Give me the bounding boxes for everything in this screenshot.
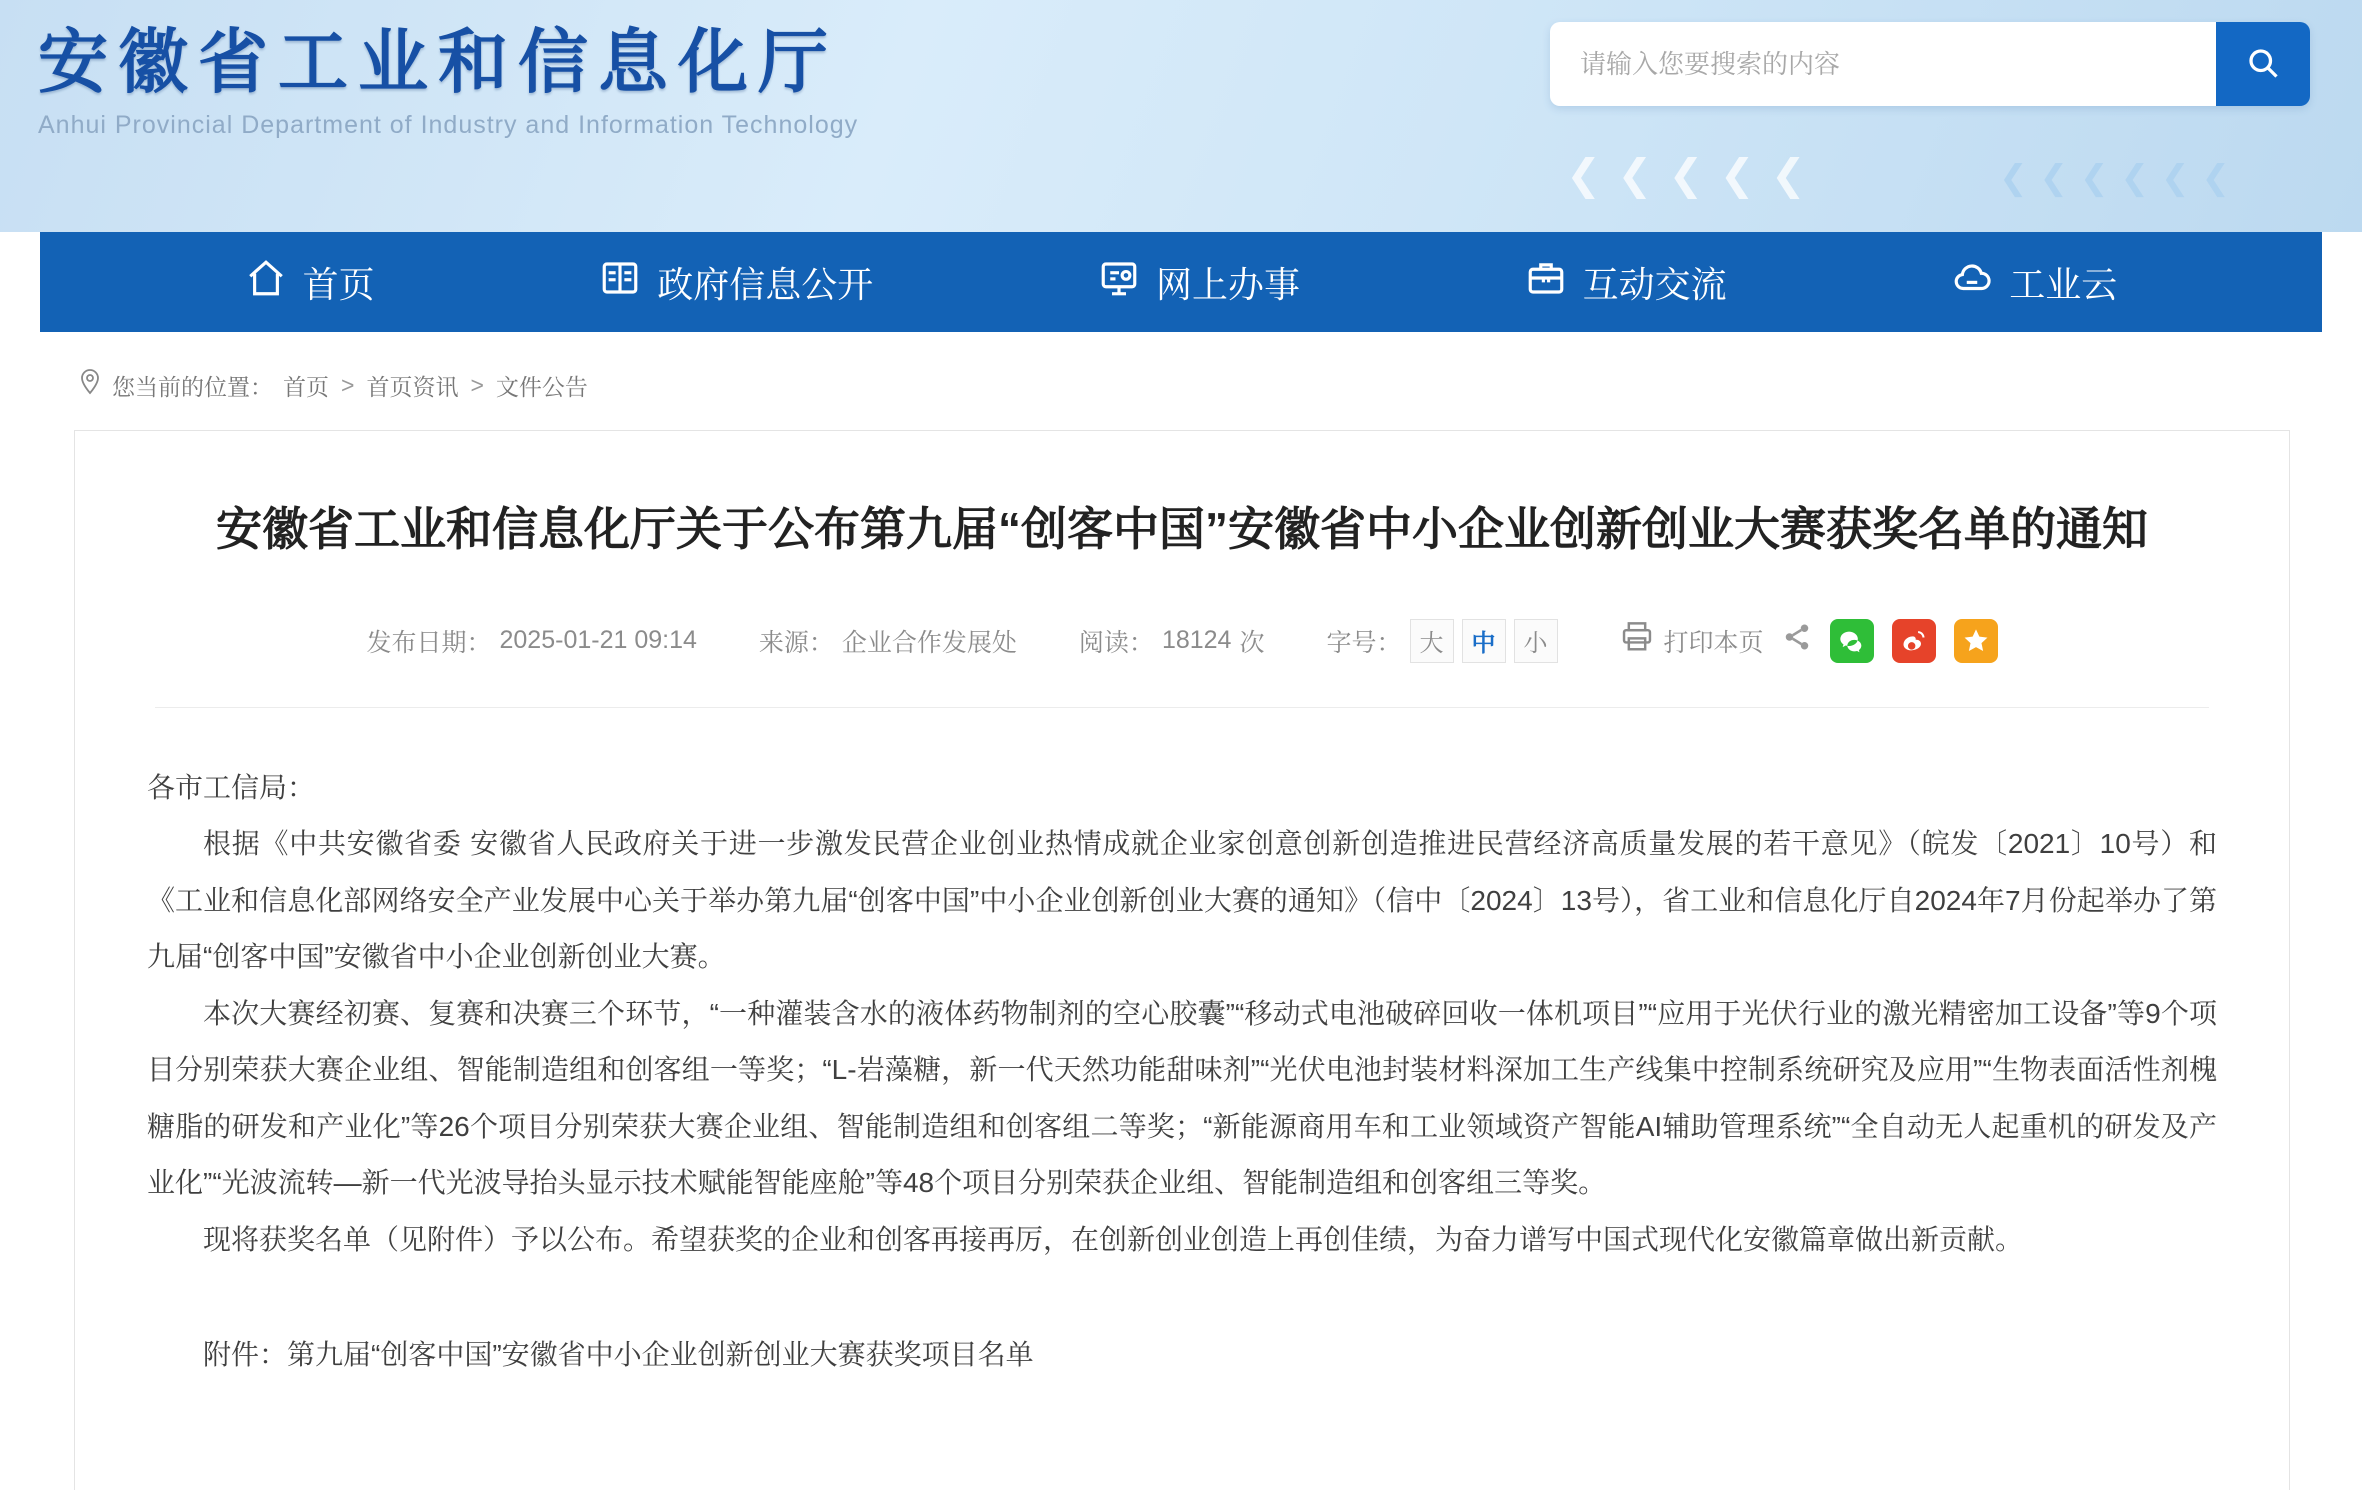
breadcrumb-item-news[interactable]: 首页资讯 xyxy=(366,373,459,400)
breadcrumb-separator: > xyxy=(341,371,355,398)
decorative-chevrons: ❮❮❮❮❮ xyxy=(1566,151,1822,198)
salutation: 各市工信局： xyxy=(147,771,316,803)
article-title: 安徽省工业和信息化厅关于公布第九届“创客中国”安徽省中小企业创新创业大赛获奖名单的通知 xyxy=(216,503,2148,555)
wechat-share-icon[interactable] xyxy=(1830,619,1874,663)
site-header xyxy=(0,0,2362,232)
publish-date-label: 发布日期： xyxy=(366,628,492,657)
view-count xyxy=(1079,623,1265,659)
attachment-line: 附件：第九届“创客中国”安徽省中小企业创新创业大赛获奖项目名单 xyxy=(203,1338,1034,1370)
body-paragraph-3: 现将获奖名单（见附件）予以公布。希望获奖的企业和创客再接再厉，在创新创业创造上再创佳绩，为奋力谱写中国式现代化安徽篇章做出新贡献。 xyxy=(203,1223,2024,1255)
source-value: 企业合作发展处 xyxy=(841,628,1017,657)
breadcrumb-prefix: 您当前的位置： xyxy=(112,373,273,400)
font-size-medium-button[interactable]: 中 xyxy=(1462,619,1506,663)
meta-divider xyxy=(155,707,2209,708)
body-paragraph-1: 根据《中共安徽省委 安徽省人民政府关于进一步激发民营企业创业热情成就企业家创意创新创造推进民营经济高质量发展的若干意见》（皖发〔2021〕10号）和《工业和信息化部网络安全产业发展中心关于举办第九届“创客中国”中小企业创新创业大赛的通知》（信中〔2024〕13号），省工业和信息化厅自2024年7月份起举办了第九届“创客中国”安徽省中小企业创新创业大赛。 xyxy=(147,828,2217,973)
search-box xyxy=(1550,22,2310,106)
nav-item-label: 工业云 xyxy=(2009,263,2118,305)
nav-item-online-service[interactable] xyxy=(1078,257,1320,308)
search-icon xyxy=(2245,45,2281,84)
font-size-large-button[interactable]: 大 xyxy=(1410,619,1454,663)
views-label: 阅读： xyxy=(1078,628,1154,657)
breadcrumb xyxy=(0,332,2362,430)
font-size-small-button[interactable]: 小 xyxy=(1514,619,1558,663)
online-service-icon xyxy=(1098,257,1140,308)
article-meta xyxy=(147,619,2217,663)
font-size-control xyxy=(1326,619,1557,663)
nav-item-label: 首页 xyxy=(302,263,375,305)
home-icon xyxy=(245,257,287,308)
body-paragraph-2: 本次大赛经初赛、复赛和决赛三个环节，“一种灌装含水的液体药物制剂的空心胶囊”“移动式电池破碎回收一体机项目”“应用于光伏行业的激光精密加工设备”等9个项目分别荣获大赛企业组、智能制造组和创客组一等奖；“L-岩藻糖，新一代天然功能甜味剂”“光伏电池封装材料深加工生产线集中控制系统研究及应用”“生物表面活性剂槐糖脂的研发和产业化”等26个项目分别荣获大赛企业组、智能制造组和创客组二等奖；“新能源商用车和工业领域资产智能AI辅助管理系统”“全自动无人起重机的研发及产业化”“光波流转—新一代光波导抬头显示技术赋能智能座舱”等48个项目分别荣获企业组、智能制造组和创客组三等奖。 xyxy=(147,997,2217,1199)
views-value: 18124 xyxy=(1161,626,1232,655)
article-source xyxy=(759,623,1017,659)
nav-item-industry-cloud[interactable] xyxy=(1931,257,2137,308)
search-input[interactable] xyxy=(1550,22,2216,106)
search-button[interactable] xyxy=(2216,22,2310,106)
nav-item-interaction[interactable] xyxy=(1505,257,1747,308)
nav-item-info-disclosure[interactable] xyxy=(579,257,893,308)
printer-icon xyxy=(1620,622,1654,659)
info-disclosure-icon xyxy=(599,257,641,308)
industry-cloud-icon xyxy=(1951,257,1993,308)
site-subtitle: Anhui Provincial Department of Industry and Information Technology xyxy=(38,111,859,139)
breadcrumb-separator: > xyxy=(470,371,484,398)
publish-date-value: 2025-01-21 09:14 xyxy=(499,626,697,655)
font-size-label: 字号： xyxy=(1326,628,1402,657)
print-page-button[interactable] xyxy=(1620,622,1764,659)
site-brand xyxy=(38,6,858,140)
publish-date xyxy=(366,623,696,659)
source-label: 来源： xyxy=(758,628,834,657)
views-unit: 次 xyxy=(1239,628,1265,657)
nav-item-label: 政府信息公开 xyxy=(657,263,874,305)
decorative-chevrons-2: ❮❮❮❮❮❮ xyxy=(1999,159,2242,197)
article-card xyxy=(74,430,2290,1490)
main-nav xyxy=(40,232,2322,332)
interaction-icon xyxy=(1525,257,1567,308)
nav-item-label: 网上办事 xyxy=(1155,263,1300,305)
share-icon[interactable] xyxy=(1782,622,1812,659)
breadcrumb-item-home[interactable]: 首页 xyxy=(283,373,329,400)
weibo-share-icon[interactable] xyxy=(1892,619,1936,663)
location-pin-icon xyxy=(78,368,102,402)
nav-item-label: 互动交流 xyxy=(1582,263,1727,305)
qzone-share-icon[interactable] xyxy=(1954,619,1998,663)
article-body xyxy=(147,760,2217,1383)
nav-item-home[interactable] xyxy=(225,257,395,308)
breadcrumb-item-announcements[interactable]: 文件公告 xyxy=(495,373,588,400)
site-title: 安徽省工业和信息化厅 xyxy=(38,23,838,101)
print-label: 打印本页 xyxy=(1663,628,1764,657)
